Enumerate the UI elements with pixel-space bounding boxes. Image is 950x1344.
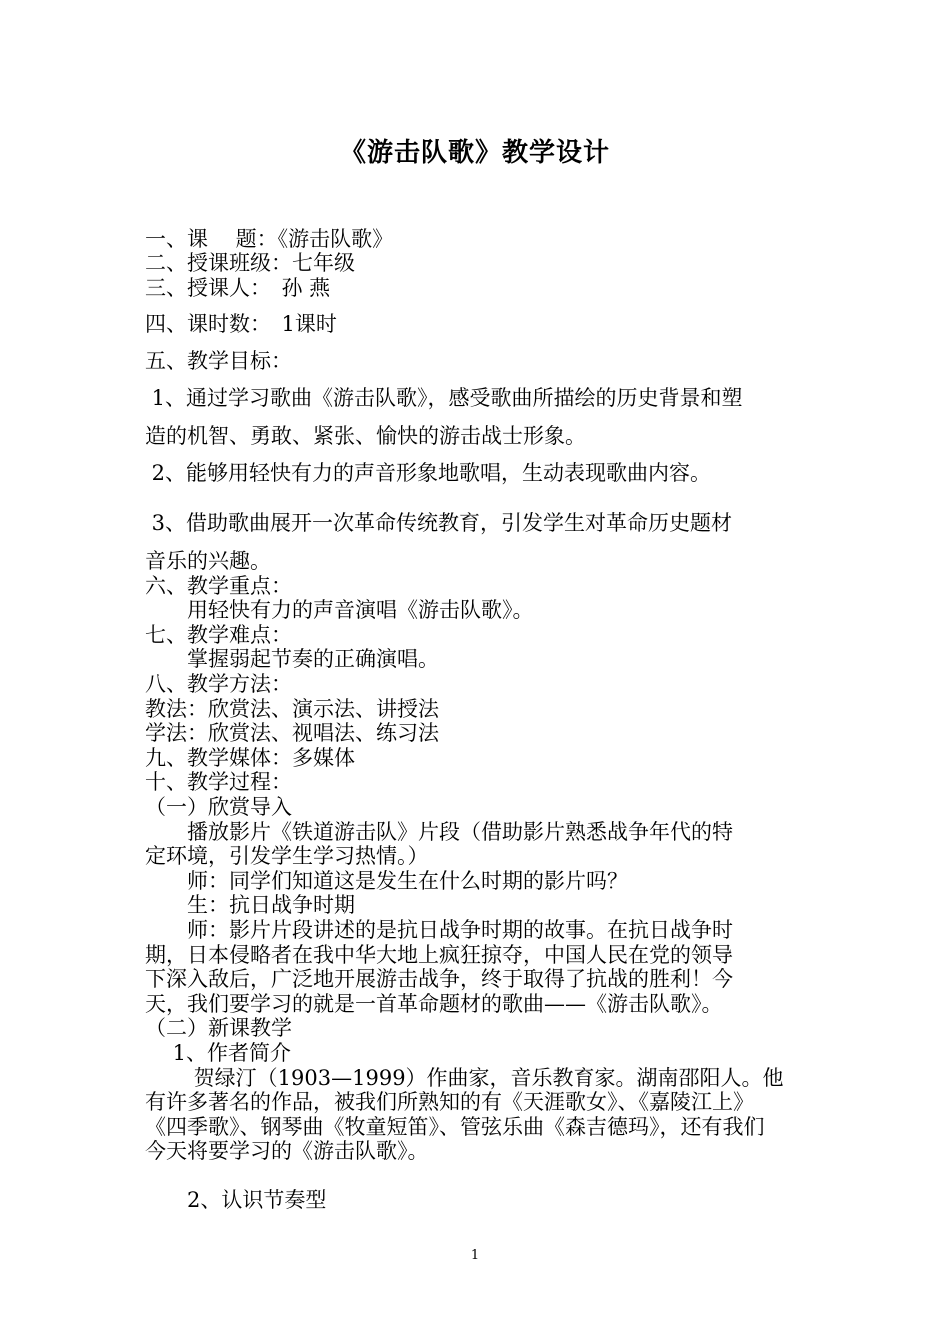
section-new-lesson: （二）新课教学 bbox=[145, 1016, 292, 1040]
heading-process: 十、教学过程： bbox=[145, 770, 292, 794]
teacher-explain-line-1: 师：影片片段讲述的是抗日战争时期的故事。在抗日战争时 bbox=[145, 918, 733, 942]
para-film-line-1: 播放影片《铁道游击队》片段（借助影片熟悉战争年代的特 bbox=[145, 820, 733, 844]
teacher-explain-line-4: 天，我们要学习的就是一首革命题材的歌曲——《游击队歌》。 bbox=[145, 992, 723, 1016]
student-answer: 生：抗日战争时期 bbox=[145, 893, 355, 917]
line-class: 二、授课班级：七年级 bbox=[145, 251, 355, 275]
heading-difficulties: 七、教学难点： bbox=[145, 623, 292, 647]
heading-goals: 五、教学目标： bbox=[145, 349, 292, 373]
author-line-4: 今天将要学习的《游击队歌》。 bbox=[145, 1139, 429, 1163]
section-appreciation: （一）欣赏导入 bbox=[145, 795, 292, 819]
teacher-explain-line-2: 期，日本侵略者在我中华大地上疯狂掠夺，中国人民在党的领导 bbox=[145, 943, 733, 967]
heading-media: 九、教学媒体：多媒体 bbox=[145, 746, 355, 770]
goal-3-line-1: 3、借助歌曲展开一次革命传统教育，引发学生对革命历史题材 bbox=[145, 511, 733, 535]
goal-1-line-2: 造的机智、勇敢、紧张、愉快的游击战士形象。 bbox=[145, 424, 586, 448]
document-title: 《游击队歌》教学设计 bbox=[339, 138, 610, 168]
heading-methods: 八、教学方法： bbox=[145, 672, 292, 696]
difficulties-text: 掌握弱起节奏的正确演唱。 bbox=[145, 647, 439, 671]
para-film-line-2: 定环境，引发学生学习热情。） bbox=[145, 844, 429, 868]
author-line-2: 有许多著名的作品，被我们所熟知的有《天涯歌女》、《嘉陵江上》 bbox=[145, 1090, 754, 1114]
sub-rhythm: 2、认识节奏型 bbox=[145, 1188, 327, 1212]
learning-methods: 学法：欣赏法、视唱法、练习法 bbox=[145, 721, 439, 745]
teacher-question: 师：同学们知道这是发生在什么时期的影片吗？ bbox=[145, 869, 628, 893]
goal-1-line-1: 1、通过学习歌曲《游击队歌》，感受歌曲所描绘的历史背景和塑 bbox=[145, 386, 743, 410]
line-hours: 四、课时数： 1课时 bbox=[145, 312, 337, 336]
author-line-3: 《四季歌》、钢琴曲《牧童短笛》、管弦乐曲《森吉德玛》，还有我们 bbox=[145, 1115, 765, 1139]
author-line-1: 贺绿汀（1903—1999）作曲家，音乐教育家。湖南邵阳人。他 bbox=[145, 1066, 784, 1090]
page-number: 1 bbox=[470, 1248, 480, 1263]
teacher-explain-line-3: 下深入敌后，广泛地开展游击战争，终于取得了抗战的胜利！今 bbox=[145, 967, 733, 991]
line-teacher: 三、授课人： 孙 燕 bbox=[145, 276, 331, 300]
goal-2: 2、能够用轻快有力的声音形象地歌唱，生动表现歌曲内容。 bbox=[145, 461, 712, 485]
heading-key-points: 六、教学重点： bbox=[145, 574, 292, 598]
teaching-methods: 教法：欣赏法、演示法、讲授法 bbox=[145, 697, 439, 721]
goal-3-line-2: 音乐的兴趣。 bbox=[145, 549, 271, 573]
sub-author-intro: 1、作者简介 bbox=[145, 1041, 292, 1065]
key-points-text: 用轻快有力的声音演唱《游击队歌》。 bbox=[145, 598, 534, 622]
line-subject: 一、课 题：《游击队歌》 bbox=[145, 227, 394, 251]
